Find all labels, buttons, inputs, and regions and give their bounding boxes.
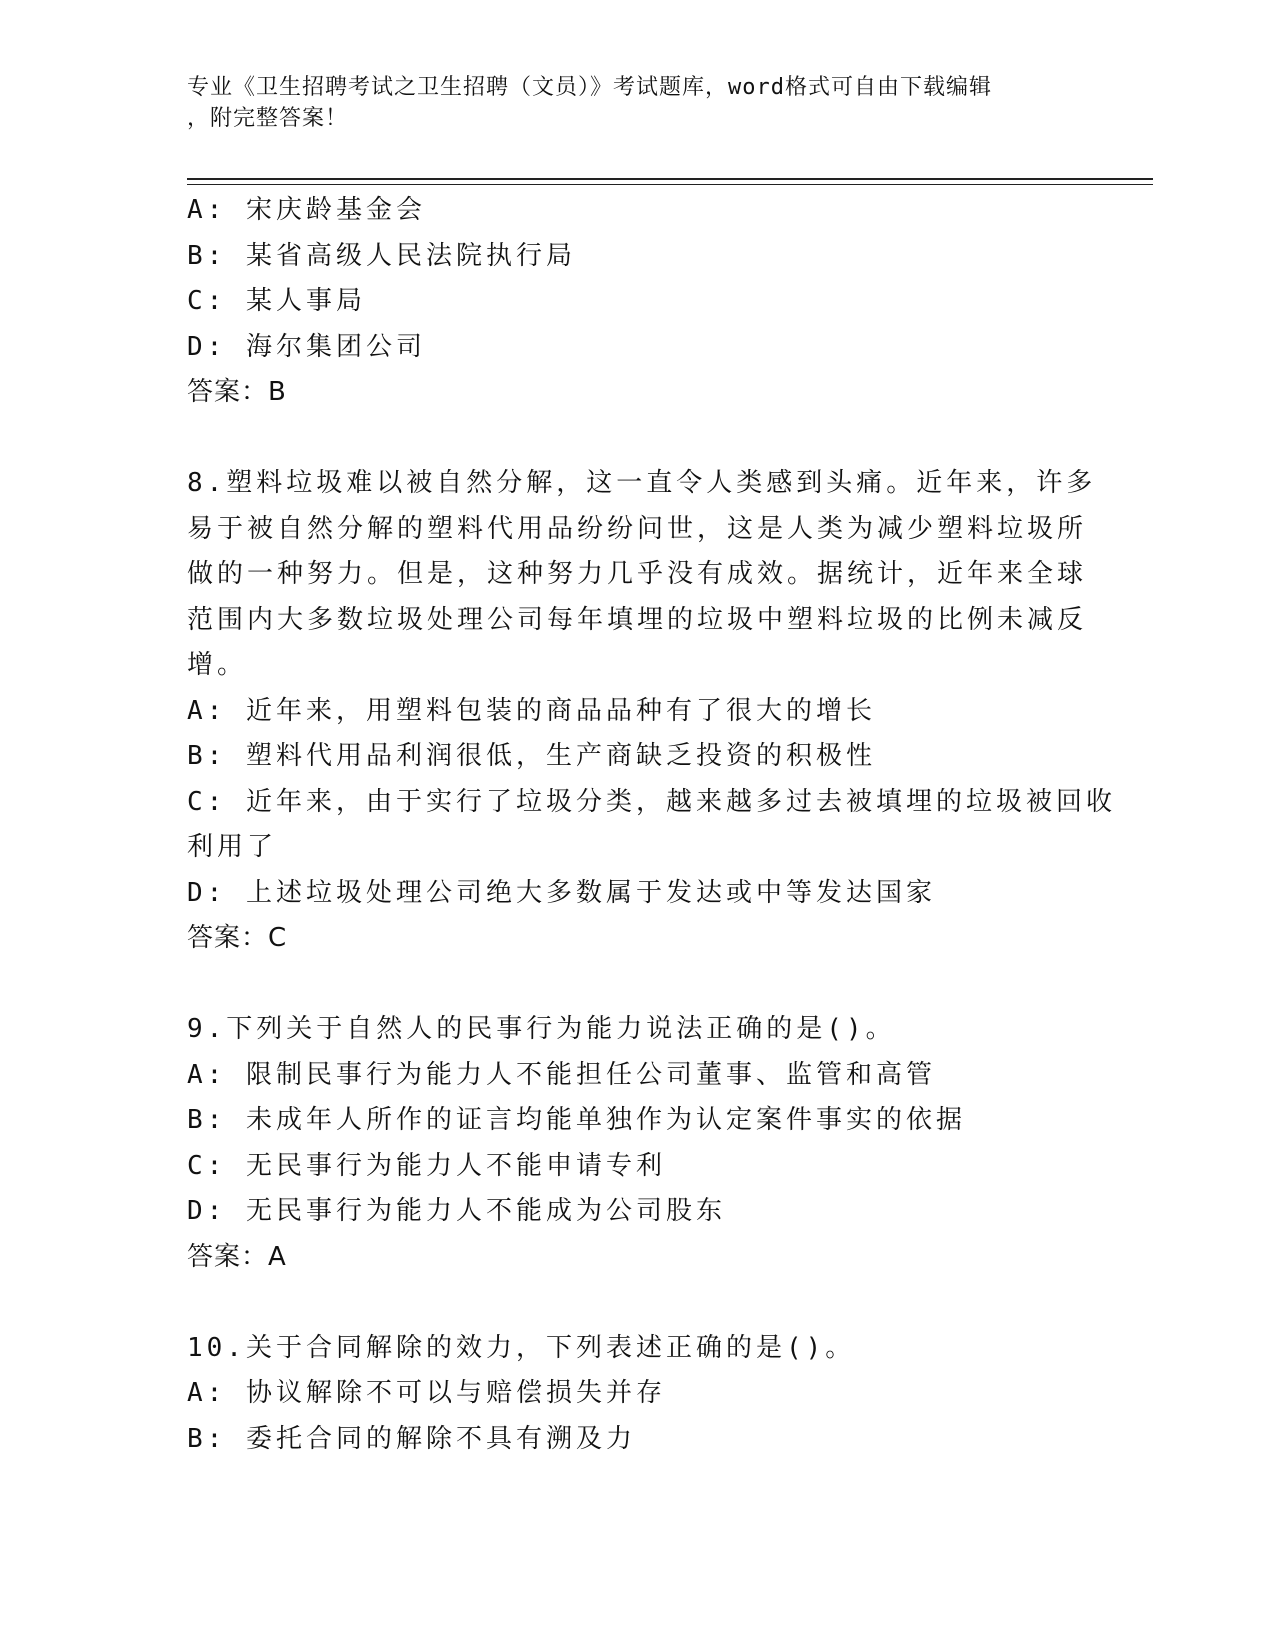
option-b: B: 未成年人所作的证言均能单独作为认定案件事实的依据 (187, 1105, 966, 1135)
header-line-2: ，附完整答案！ (187, 106, 349, 131)
question-stem-line: 增。 (187, 650, 248, 680)
answer: 答案：A (187, 1241, 287, 1272)
question-9 (187, 1007, 1087, 1280)
question-stem-line: 易于被自然分解的塑料代用品纷纷问世，这是人类为减少塑料垃圾所 (187, 513, 1088, 544)
spacer (187, 416, 1087, 462)
spacer (187, 1280, 1087, 1326)
question-stem: 9.下列关于自然人的民事行为能力说法正确的是()。 (187, 1014, 896, 1044)
spacer (187, 962, 1087, 1008)
question-8 (187, 461, 1116, 962)
option-c: C: 某人事局 (187, 286, 366, 316)
header-line-1: 专业《卫生招聘考试之卫生招聘（文员）》考试题库，word格式可自由下载编辑 (187, 75, 992, 100)
answer: 答案：B (187, 377, 287, 407)
option-c-continued: 利用了 (187, 832, 278, 862)
question-stem: 10.关于合同解除的效力，下列表述正确的是()。 (187, 1332, 856, 1363)
header-rule-bottom (187, 184, 1153, 185)
option-d: D: 上述垃圾处理公司绝大多数属于发达或中等发达国家 (187, 877, 936, 908)
question-7 (187, 188, 1087, 416)
option-a: A: 协议解除不可以与赔偿损失并存 (187, 1378, 666, 1408)
option-c: C: 无民事行为能力人不能申请专利 (187, 1150, 666, 1181)
option-b: B: 某省高级人民法院执行局 (187, 240, 576, 271)
option-c: C: 近年来，由于实行了垃圾分类，越来越多过去被填埋的垃圾被回收 (187, 786, 1116, 817)
header-rule-top (187, 178, 1153, 180)
option-d: D: 海尔集团公司 (187, 331, 426, 362)
question-10 (187, 1326, 1087, 1463)
option-b: B: 委托合同的解除不具有溯及力 (187, 1423, 636, 1454)
question-stem-line: 8.塑料垃圾难以被自然分解，这一直令人类感到头痛。近年来，许多 (187, 468, 1097, 498)
document-header (187, 72, 1067, 134)
option-a: A: 宋庆龄基金会 (187, 195, 426, 225)
option-d: D: 无民事行为能力人不能成为公司股东 (187, 1196, 726, 1226)
question-stem-line: 范围内大多数垃圾处理公司每年填埋的垃圾中塑料垃圾的比例未减反 (187, 604, 1088, 635)
question-stem-line: 做的一种努力。但是，这种努力几乎没有成效。据统计，近年来全球 (187, 559, 1088, 589)
option-a: A: 限制民事行为能力人不能担任公司董事、监管和高管 (187, 1059, 936, 1090)
option-a: A: 近年来，用塑料包装的商品品种有了很大的增长 (187, 695, 876, 726)
option-b: B: 塑料代用品利润很低，生产商缺乏投资的积极性 (187, 741, 876, 771)
question-list (187, 188, 1116, 1462)
answer: 答案：C (187, 923, 288, 953)
